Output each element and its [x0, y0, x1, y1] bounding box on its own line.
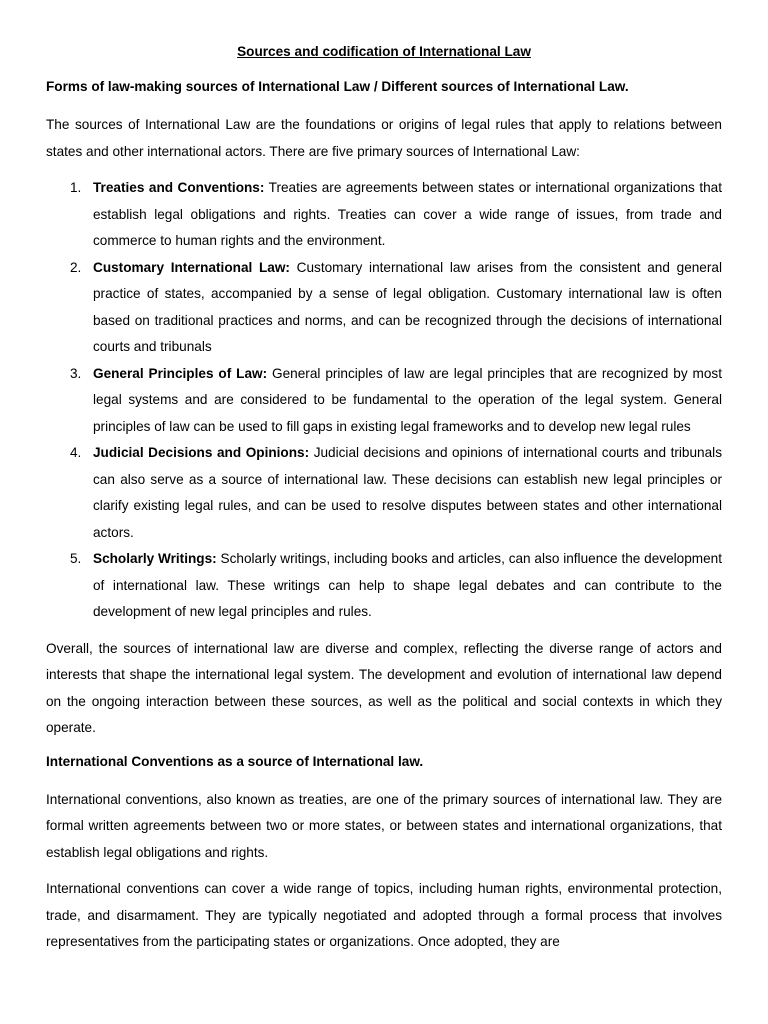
list-item-number: 1. — [70, 180, 82, 195]
list-item-number: 5. — [70, 551, 82, 566]
list-item — [46, 255, 722, 361]
list-item — [46, 546, 722, 626]
list-item-term: General Principles of Law: — [93, 365, 268, 381]
list-item-term: Treaties and Conventions: — [93, 180, 265, 195]
list-item-term: Customary International Law: — [93, 259, 290, 275]
list-item-text: Customary international law arises from the consistent and general practice of states, accompanied by a sense of legal obligation. Customary international law is often based on traditional practices and norms, and can be recognized through the decisions of international courts and tribunals — [93, 259, 722, 354]
list-item-number: 4. — [70, 445, 82, 460]
overall-paragraph: Overall, the sources of international law are diverse and complex, reflecting the diverse range of actors and interests that shape the international legal system. The development and evolution of international law depend on the ongoing interaction between these sources, as well as the political and social contexts in which they operate. — [46, 640, 722, 735]
list-item — [46, 361, 722, 441]
list-item-term: Judicial Decisions and Opinions: — [93, 445, 310, 460]
sources-list — [46, 175, 722, 626]
list-item-text: General principles of law are legal principles that are recognized by most legal systems and are considered to be fundamental to the operation of the legal system. General principles of law can be used to fill gaps in existing legal frameworks and to develop new legal rules — [93, 365, 722, 434]
conventions-paragraph-1: International conventions, also known as treaties, are one of the primary sources of international law. They are formal written agreements between two or more states, or between states and international organizations, that establish legal obligations and rights. — [46, 791, 722, 860]
list-item — [46, 440, 722, 546]
section-heading-sources: Forms of law-making sources of International Law / Different sources of International Law. — [46, 79, 629, 94]
section-heading-conventions: International Conventions as a source of International law. — [46, 753, 424, 769]
list-item — [46, 175, 722, 255]
list-item-term: Scholarly Writings: — [93, 551, 217, 566]
intro-paragraph: The sources of International Law are the foundations or origins of legal rules that apply to relations between states and other international actors. There are five primary sources of International Law: — [46, 117, 722, 159]
list-item-text: Scholarly writings, including books and articles, can also influence the development of international law. These writings can help to shape legal debates and can contribute to the development of new legal principles and rules. — [93, 551, 723, 619]
conventions-paragraph-2: International conventions can cover a wide range of topics, including human rights, environmental protection, trade, and disarmament. They are typically negotiated and adopted through a formal process that involves representatives from the participating states or organizations. Once adopted, they are — [46, 881, 722, 949]
list-item-number: 2. — [70, 259, 82, 275]
list-item-text: Treaties are agreements between states or international organizations that establish legal obligations and rights. Treaties can cover a wide range of issues, from trade and commerce to human rights and the environment. — [93, 180, 722, 248]
list-item-text: Judicial decisions and opinions of international courts and tribunals can also serve as a source of international law. These decisions can establish new legal principles or clarify existing legal rules, and can be used to resolve disputes between states and other international actors. — [93, 445, 722, 540]
document-title: Sources and codification of International Law — [237, 44, 531, 59]
list-item-number: 3. — [70, 365, 82, 381]
